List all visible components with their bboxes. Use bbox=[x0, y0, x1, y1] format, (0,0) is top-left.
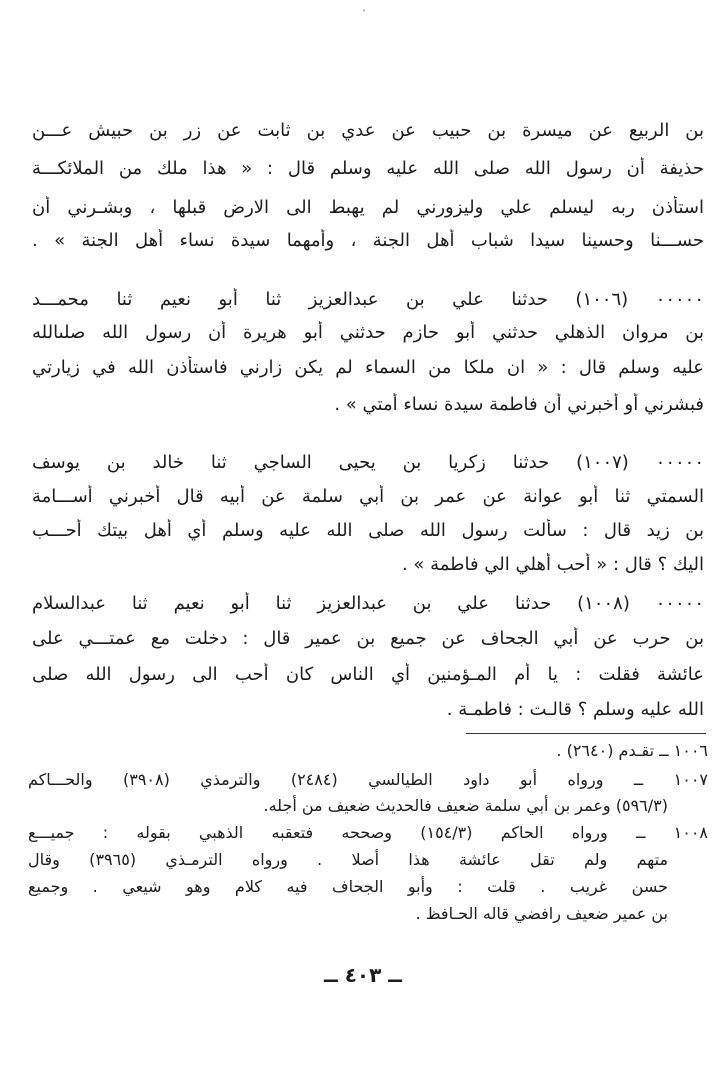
text-line: بن حرب عن أبي الجحاف عن جميع بن عمير قال : دخلت مع عمتـــي على bbox=[32, 628, 704, 649]
text-line: ٠٠٠٠٠ (١٠٠٧) حدثنا زكريا بن يحيى الساجي ثنا خالد بن يوسف bbox=[32, 452, 704, 473]
text-line: عائشة فقلت : يا أم المـؤمنين أي الناس كان أحب الى رسول الله صلى bbox=[32, 664, 704, 685]
text-line: السمتي ثنا أبو عوانة عن عمر بن أبي سلمة عن أبيه قال أخبرني أســـامة bbox=[32, 486, 704, 507]
page-number: ــ ٤٠٣ ــ bbox=[324, 963, 402, 987]
text-line: بن مروان الذهلي حدثني أبو حازم حدثني أبو هريرة أن رسول الله صلىالله bbox=[32, 322, 704, 343]
footnote-line: ١٠٠٦ ــ تقـدم (٢٦٤٠) . bbox=[556, 741, 708, 760]
footnote-line: (٥٩٦/٣) وعمر بن أبي سلمة ضعيف فالحديث ضعيف من أجله. bbox=[263, 796, 668, 815]
text-line: بن الربيع عن ميسرة بن حبيب عن عدي بن ثابت عن زر بن حبيش عـــن bbox=[32, 120, 704, 141]
footnote-line: ١٠٠٨ ــ ورواه الحاكم (١٥٤/٣) وصححه فتعقبه الذهبي بقوله : جميـــع bbox=[28, 823, 708, 842]
text-line: فبشرني أو أخبرني أن فاطمة سيدة نساء أمتي » . bbox=[334, 394, 704, 415]
footnote-line: بن عمير ضعيف رافضي قاله الحـافظ . bbox=[415, 904, 668, 923]
text-line: عليه وسلم قال : « ان ملكا من السماء لم يكن زارني فاستأذن الله في زيارتي bbox=[32, 357, 704, 378]
text-line: حذيفة أن رسول الله صلى الله عليه وسلم قال : « هذا ملك من الملائكـــة bbox=[32, 158, 704, 179]
top-mark: ' bbox=[362, 8, 366, 19]
footnote-divider bbox=[466, 733, 706, 734]
text-line: ٠٠٠٠٠ (١٠٠٨) حدثنا علي بن عبدالعزيز ثنا أبو نعيم ثنا عبدالسلام bbox=[32, 593, 704, 614]
text-line: ٠٠٠٠٠ (١٠٠٦) حدثنا علي بن عبدالعزيز ثنا أبو نعيم ثنا محمـــد bbox=[32, 289, 704, 310]
text-line: استأذن ربه ليسلم علي وليزورني لم يهبط الى الارض قبلها ، وبشـرني أن bbox=[32, 197, 704, 218]
footnote-line: حسن غريب . قلت : وأبو الجحاف فيه كلام وهو شيعي . وجميع bbox=[28, 877, 668, 896]
text-line: حســـنا وحسينا سيدا شباب أهل الجنة ، وأمهما سيدة نساء أهل الجنة » . bbox=[32, 230, 704, 251]
text-line: الله عليه وسلم ؟ قالـت : فاطمـة . bbox=[446, 699, 704, 720]
footnote-line: متهم ولم تقل عائشة هذا أصلا . ورواه الترمـذي (٣٩٦٥) وقال bbox=[28, 850, 668, 869]
text-line: بن زيد قال : سألت رسول الله صلى الله عليه وسلم أي أهل بيتك أحـــب bbox=[32, 520, 704, 541]
footnote-line: ١٠٠٧ ــ ورواه أبو داود الطيالسي (٢٤٨٤) والترمذي (٣٩٠٨) والحـــاكم bbox=[28, 770, 708, 789]
text-line: اليك ؟ قال : « أحب أهلي الي فاطمة » . bbox=[401, 554, 704, 575]
